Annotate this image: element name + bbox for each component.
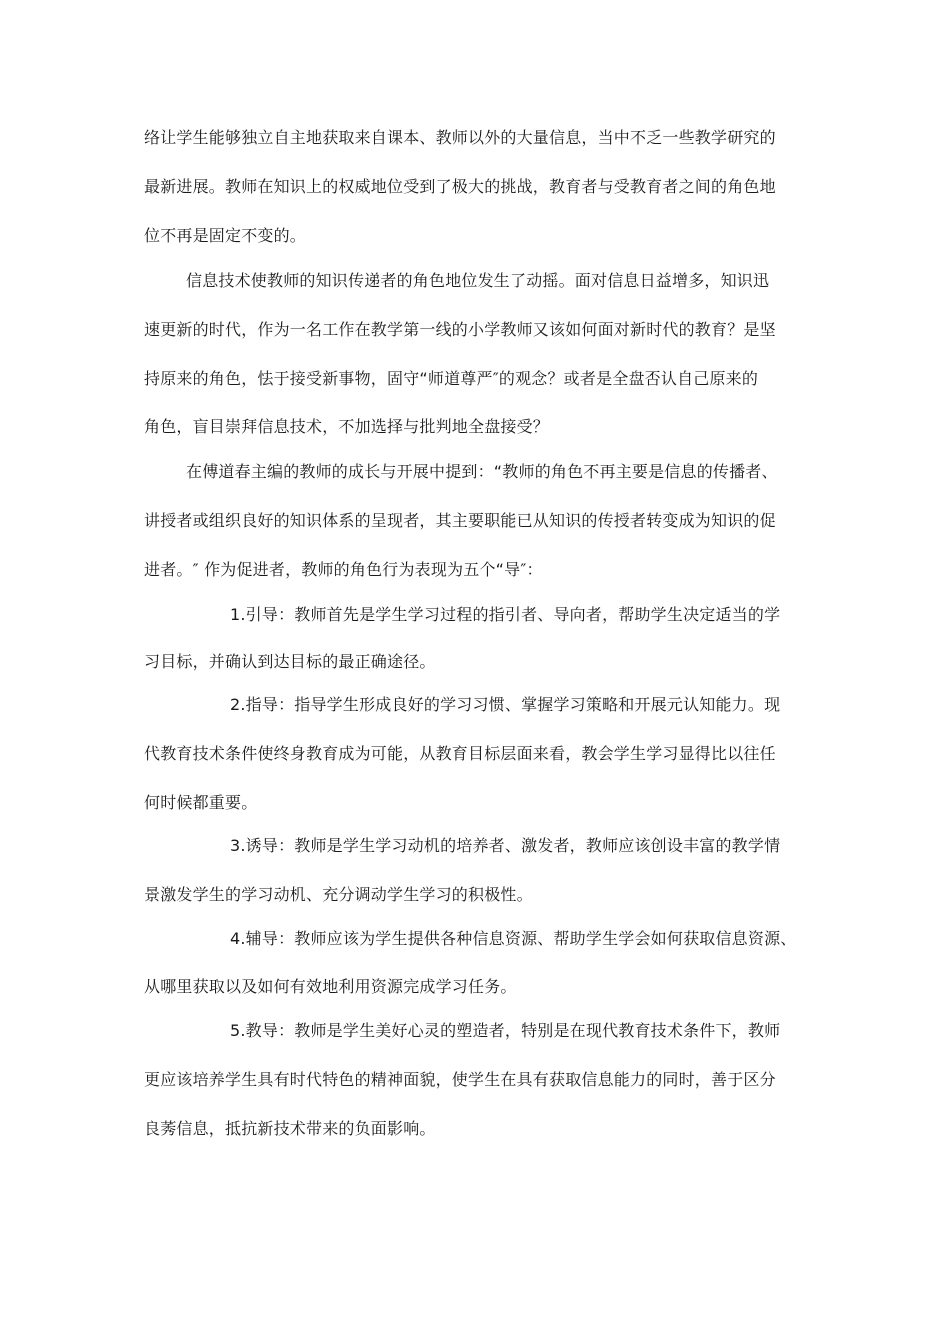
text-line: 速更新的时代，作为一名工作在教学第一线的小学教师又该如何面对新时代的教育？是坚 [144,320,776,339]
text-line: 良莠信息，抵抗新技术带来的负面影响。 [144,1119,436,1138]
list-item-guide-5: 5.教导：教师是学生美好心灵的塑造者，特别是在现代教育技术条件下，教师 [230,1021,781,1040]
text-line: 更应该培养学生具有时代特色的精神面貌，使学生在具有获取信息能力的同时，善于区分 [144,1070,776,1089]
paragraph-first-line: 信息技术使教师的知识传递者的角色地位发生了动摇。面对信息日益增多，知识迅 [186,271,770,290]
text-line: 角色，盲目崇拜信息技术，不加选择与批判地全盘接受？ [144,417,550,436]
text-line: 景激发学生的学习动机、充分调动学生学习的积极性。 [144,885,533,904]
text-line: 习目标，并确认到达目标的最正确途径。 [144,652,436,671]
text-line: 位不再是固定不变的。 [144,226,307,245]
list-item-guide-2: 2.指导：指导学生形成良好的学习习惯、掌握学习策略和开展元认知能力。现 [230,695,781,714]
text-line: 进者。″ 作为促进者，教师的角色行为表现为五个“导″： [144,560,543,579]
text-line: 代教育技术条件使终身教育成为可能，从教育目标层面来看，教会学生学习显得比以往任 [144,744,776,763]
text-line: 从哪里获取以及如何有效地利用资源完成学习任务。 [144,977,517,996]
text-line: 何时候都重要。 [144,793,258,812]
text-line: 讲授者或组织良好的知识体系的呈现者，其主要职能已从知识的传授者转变成为知识的促 [144,511,776,530]
text-line: 最新进展。教师在知识上的权威地位受到了极大的挑战，教育者与受教育者之间的角色地 [144,177,776,196]
text-line: 持原来的角色，怯于接受新事物，固守“师道尊严″的观念？或者是全盘否认自己原来的 [144,369,759,388]
list-item-guide-4: 4.辅导：教师应该为学生提供各种信息资源、帮助学生学会如何获取信息资源、 [230,929,797,948]
list-item-guide-3: 3.诱导：教师是学生学习动机的培养者、激发者，教师应该创设丰富的教学情 [230,836,781,855]
list-item-guide-1: 1.引导：教师首先是学生学习过程的指引者、导向者，帮助学生决定适当的学 [230,605,781,624]
paragraph-first-line: 在傅道春主编的教师的成长与开展中提到：“教师的角色不再主要是信息的传播者、 [186,462,778,481]
text-line: 络让学生能够独立自主地获取来自课本、教师以外的大量信息，当中不乏一些教学研究的 [144,128,776,147]
